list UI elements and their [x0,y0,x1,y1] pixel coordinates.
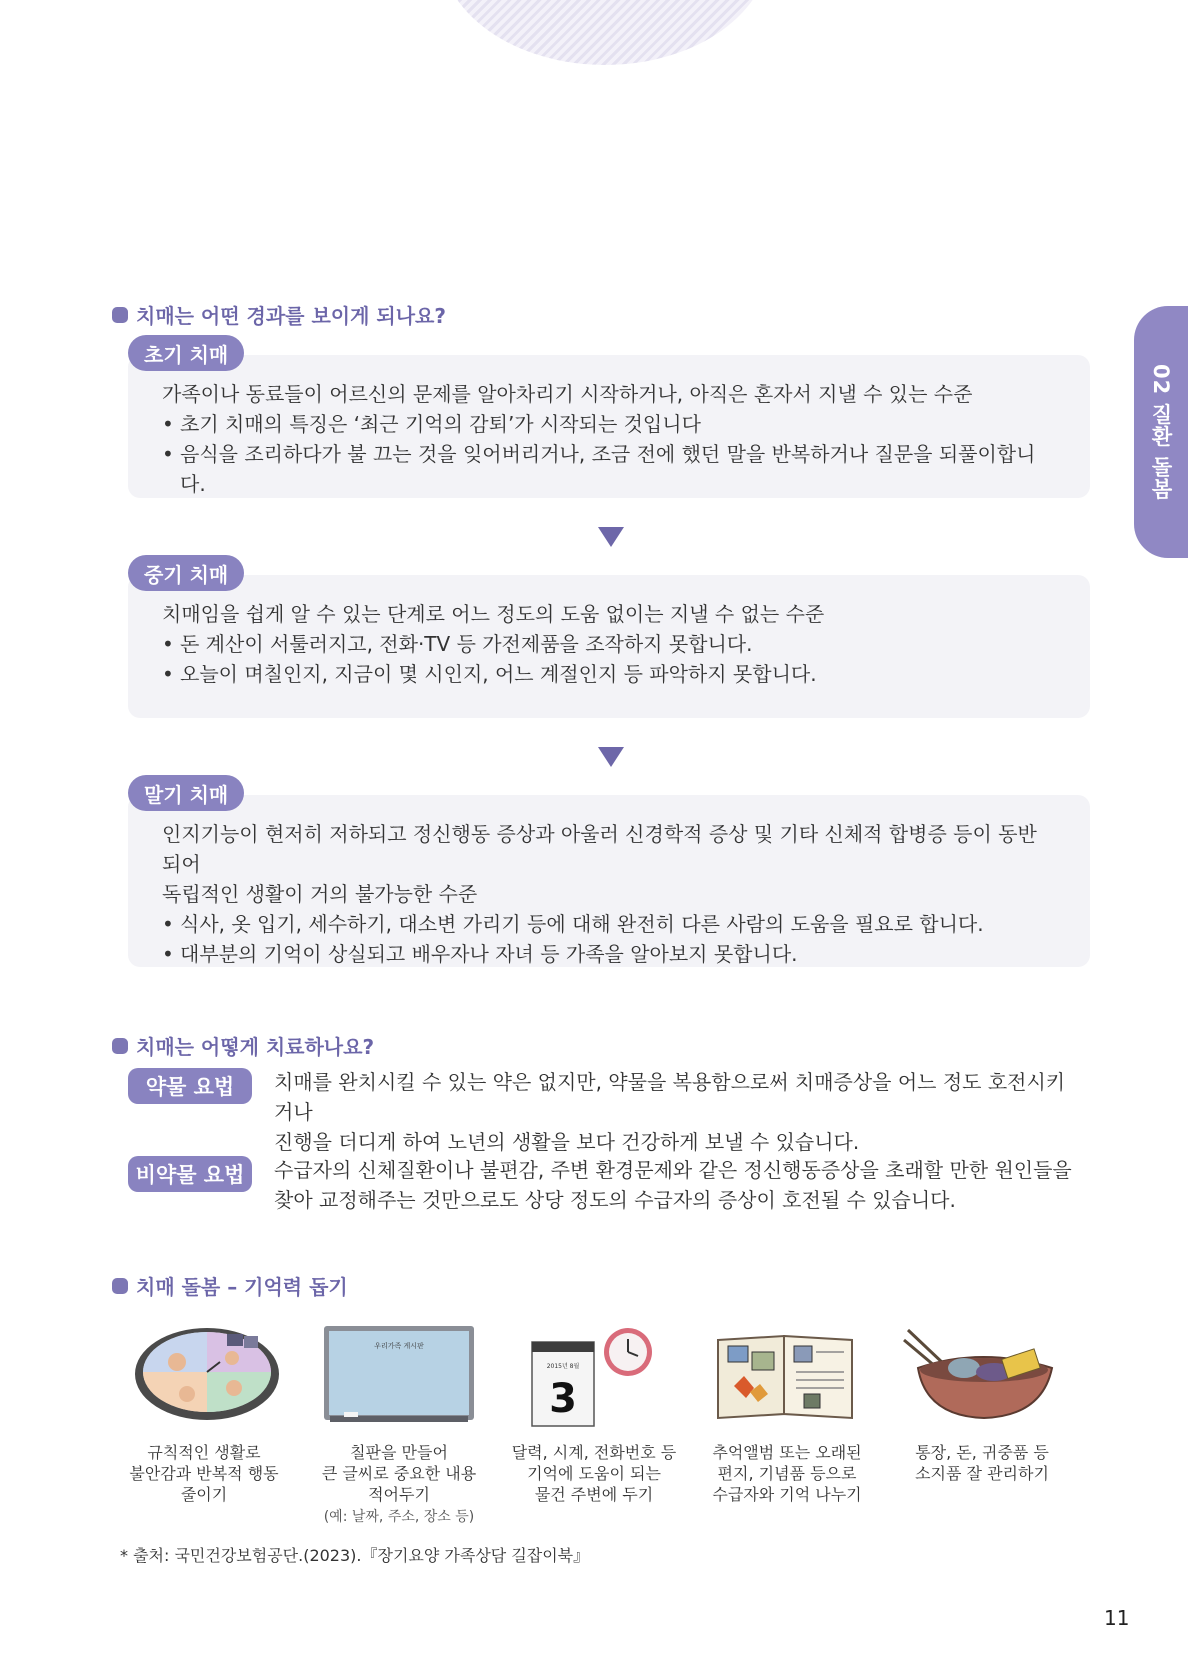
stage-bullet-text: 음식을 조리하다가 불 끄는 것을 잊어버리거나, 조금 전에 했던 말을 반복하거나 질문을 되풀이합니다. [180,442,1036,496]
care-caption-line: 추억앨범 또는 오래된 [712,1443,862,1462]
stage-tag-middle: 중기 치매 [128,555,244,591]
chapter-side-tab-label: 02 질환 돌봄 [1149,364,1173,500]
top-decoration [440,0,770,65]
stage-bullet-text: 초기 치매의 특징은 ‘최근 기억의 감퇴’가 시작되는 것입니다 [180,412,701,436]
stage-tag-late: 말기 치매 [128,775,244,811]
stage-bullet-text: 식사, 옷 입기, 세수하기, 대소변 가리기 등에 대해 완전히 다른 사람의 도움을 필요로 합니다. [180,912,984,936]
treatment-tag-drug: 약물 요법 [128,1068,252,1104]
blackboard-icon [322,1324,476,1426]
care-heading-text: 치매 돌봄 – 기억력 돕기 [136,1275,348,1299]
progression-heading-text: 치매는 어떤 경과를 보이게 되나요? [136,304,446,328]
care-caption [311,1442,487,1528]
care-caption [894,1442,1070,1484]
treatment-text-drug [274,1067,1074,1157]
stage-bullet-text: 돈 계산이 서툴러지고, 전화·TV 등 가전제품을 조작하지 못합니다. [180,632,753,656]
stage-desc: 가족이나 동료들이 어르신의 문제를 알아차리기 시작하거나, 아직은 혼자서 지낼 수 있는 수준 [162,382,973,406]
stage-desc-line1: 인지기능이 현저히 저하되고 정신행동 증상과 아울러 신경학적 증상 및 기타 신체적 합병증 등이 동반되어 [162,822,1037,876]
care-caption [699,1442,875,1505]
treatment-heading-text: 치매는 어떻게 치료하나요? [136,1035,375,1059]
stage-desc: 치매임을 쉽게 알 수 있는 단계로 어느 정도의 도움 없이는 지낼 수 없는 수준 [162,602,825,626]
stage-bullet: • 식사, 옷 입기, 세수하기, 대소변 가리기 등에 대해 완전히 다른 사람의 도움을 필요로 합니다. [162,909,1056,939]
stage-bullet: • 초기 치매의 특징은 ‘최근 기억의 감퇴’가 시작되는 것입니다 [162,409,1056,439]
calendar-month: 2015년 8월 [546,1363,580,1370]
care-caption [506,1442,682,1505]
care-caption-line: 줄이기 [180,1485,228,1504]
stage-box-late [128,795,1090,967]
stage-bullet: • 대부분의 기억이 상실되고 배우자나 자녀 등 가족을 알아보지 못합니다. [162,939,1056,969]
calendar-clock-icon [528,1324,660,1430]
heading-bullet-icon [112,1038,128,1054]
care-caption-line: 규칙적인 생활로 [147,1443,261,1462]
treatment-text-line: 수급자의 신체질환이나 불편감, 주변 환경문제와 같은 정신행동증상을 초래할 만한 원인들을 [274,1158,1072,1182]
treatment-text-line: 치매를 완치시킬 수 있는 약은 없지만, 약물을 복용함으로써 치매증상을 어느 정도 호전시키거나 [274,1070,1066,1124]
routine-clock-icon [132,1322,282,1424]
care-caption-line: 불안감과 반복적 행동 [129,1464,279,1483]
source-citation: * 출처: 국민건강보험공단.(2023).『장기요양 가족상담 길잡이북』 [120,1546,590,1565]
treatment-text-line: 진행을 더디게 하여 노년의 생활을 보다 건강하게 보낼 수 있습니다. [274,1130,860,1154]
page-number: 11 [1104,1606,1130,1630]
valuables-bowl-icon [902,1326,1062,1422]
care-caption-line: 편지, 기념품 등으로 [717,1464,857,1483]
care-caption-line: 소지품 잘 관리하기 [915,1464,1049,1483]
care-caption-line: 수급자와 기억 나누기 [712,1485,862,1504]
treatment-heading [112,1031,374,1060]
down-arrow-icon [598,527,624,547]
care-caption-note: (예: 날짜, 주소, 장소 등) [323,1509,475,1525]
stage-bullet-text: 오늘이 며칠인지, 지금이 몇 시인지, 어느 계절인지 등 파악하지 못합니다. [180,662,817,686]
care-caption-line: 칠판을 만들어 [350,1443,448,1462]
care-heading [112,1271,348,1300]
stage-bullet: • 돈 계산이 서툴러지고, 전화·TV 등 가전제품을 조작하지 못합니다. [162,629,1056,659]
photo-album-icon [714,1328,856,1422]
stage-bullet: • 오늘이 며칠인지, 지금이 몇 시인지, 어느 계절인지 등 파악하지 못합니다. [162,659,1056,689]
care-caption-line: 달력, 시계, 전화번호 등 [511,1443,677,1462]
calendar-day: 3 [549,1376,577,1422]
care-caption-line: 통장, 돈, 귀중품 등 [915,1443,1049,1462]
down-arrow-icon [598,747,624,767]
stage-box-early [128,355,1090,498]
treatment-text-nondrug [274,1155,1074,1215]
progression-heading [112,300,446,329]
treatment-text-line: 찾아 교정해주는 것만으로도 상당 정도의 수급자의 증상이 호전될 수 있습니다. [274,1188,956,1212]
stage-desc-line2: 독립적인 생활이 거의 불가능한 수준 [162,882,478,906]
care-caption-line: 큰 글씨로 중요한 내용 [321,1464,477,1483]
stage-tag-early: 초기 치매 [128,335,244,371]
stage-box-middle [128,575,1090,718]
heading-bullet-icon [112,1278,128,1294]
care-caption [116,1442,292,1505]
stage-bullet-text: 대부분의 기억이 상실되고 배우자나 자녀 등 가족을 알아보지 못합니다. [180,942,798,966]
heading-bullet-icon [112,307,128,323]
treatment-tag-nondrug: 비약물 요법 [128,1156,252,1192]
care-caption-line: 적어두기 [368,1485,430,1504]
care-caption-line: 기억에 도움이 되는 [527,1464,661,1483]
blackboard-heading: 우리가족 게시판 [374,1342,424,1350]
care-caption-line: 물건 주변에 두기 [534,1485,654,1504]
chapter-side-tab[interactable] [1134,306,1188,558]
stage-bullet: • 음식을 조리하다가 불 끄는 것을 잊어버리거나, 조금 전에 했던 말을 반복하거나 질문을 되풀이합니다. [162,439,1056,499]
